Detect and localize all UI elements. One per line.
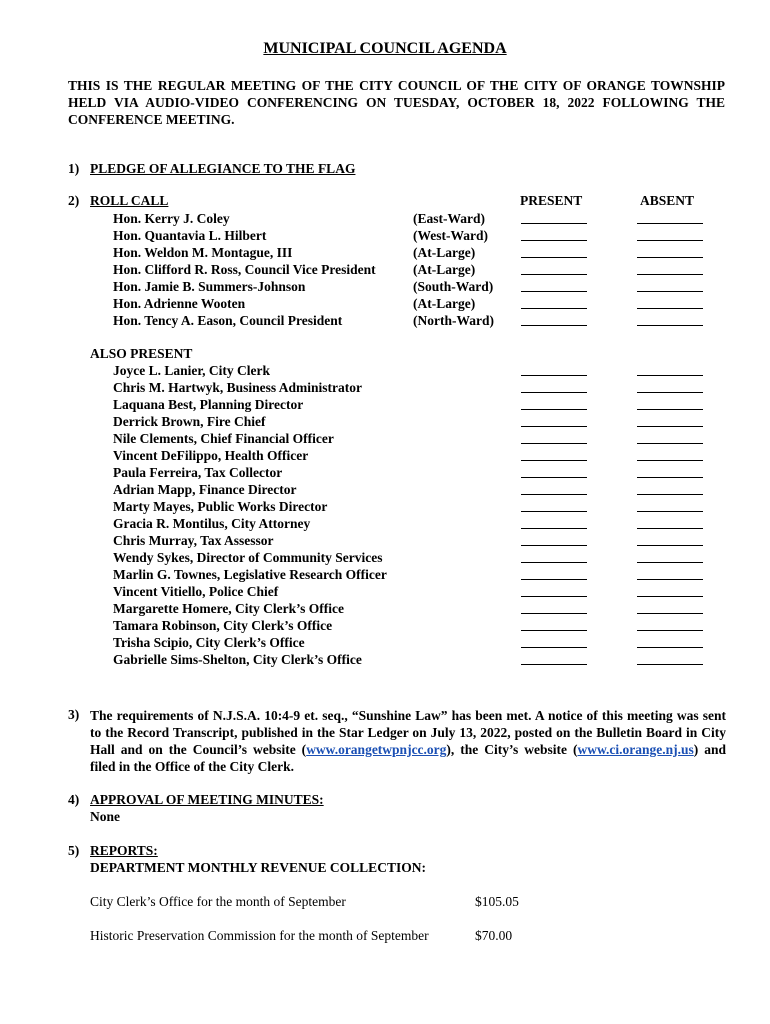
roll-call-row [0, 279, 770, 296]
member-name: Hon. Quantavia L. Hilbert [113, 228, 267, 243]
page-title: MUNICIPAL COUNCIL AGENDA [263, 40, 507, 57]
roll-call-row [0, 313, 770, 330]
member-ward: (West-Ward) [413, 228, 488, 243]
present-blank [521, 380, 587, 393]
official-name: Vincent DeFilippo, Health Officer [113, 448, 309, 463]
roll-call-row [0, 262, 770, 279]
section-3-text-a: The requirements of N.J.S.A. 10:4-9 et. seq., “Sunshine Law” has been met. A notice of this meeting was sent to the Record Transcript, published in the Star Ledger on July 13, 2022, posted on the Bulletin Board in City Hall and on the Council’s website ( [90, 708, 726, 757]
absent-blank [637, 313, 703, 326]
member-name: Hon. Adrienne Wooten [113, 296, 246, 311]
absent-blank [637, 584, 703, 597]
also-present-row [0, 601, 770, 618]
absent-blank [637, 262, 703, 275]
official-name: Derrick Brown, Fire Chief [113, 414, 266, 429]
official-name: Gracia R. Montilus, City Attorney [113, 516, 311, 531]
absent-blank [637, 431, 703, 444]
official-name: Chris M. Hartwyk, Business Administrator [113, 380, 363, 395]
absent-blank [637, 533, 703, 546]
official-name: Marty Mayes, Public Works Director [113, 499, 328, 514]
revenue-item-label: City Clerk’s Office for the month of September [90, 894, 346, 909]
section-2-heading: ROLL CALL [90, 193, 169, 208]
section-3-text-c: ) and filed in the Office of the City Clerk. [90, 742, 726, 774]
present-blank [521, 228, 587, 241]
absent-blank [637, 397, 703, 410]
member-name: Hon. Clifford R. Ross, Council Vice President [113, 262, 376, 277]
official-name: Margarette Homere, City Clerk’s Office [113, 601, 345, 616]
also-present-row [0, 448, 770, 465]
revenue-item-amount: $70.00 [475, 928, 513, 943]
section-5-number: 5) [68, 843, 80, 858]
also-present-row [0, 380, 770, 397]
present-blank [521, 533, 587, 546]
member-ward: (South-Ward) [413, 279, 494, 294]
member-ward: (At-Large) [413, 296, 476, 311]
section-5-heading: REPORTS: [90, 843, 158, 858]
present-blank [521, 499, 587, 512]
also-present-row [0, 652, 770, 669]
member-ward: (North-Ward) [413, 313, 494, 328]
roll-call-row [0, 228, 770, 245]
present-blank [521, 584, 587, 597]
present-blank [521, 296, 587, 309]
present-blank [521, 635, 587, 648]
absent-blank [637, 279, 703, 292]
present-blank [521, 567, 587, 580]
present-blank [521, 397, 587, 410]
also-present-row [0, 397, 770, 414]
revenue-item-label: Historic Preservation Commission for the month of September [90, 928, 429, 943]
also-present-row [0, 618, 770, 635]
present-blank [521, 465, 587, 478]
also-present-row [0, 363, 770, 380]
absent-blank [637, 601, 703, 614]
section-1-number: 1) [68, 161, 80, 176]
present-blank [521, 313, 587, 326]
also-present-row [0, 584, 770, 601]
absent-blank [637, 482, 703, 495]
present-blank [521, 414, 587, 427]
official-name: Joyce L. Lanier, City Clerk [113, 363, 270, 378]
also-present-row [0, 414, 770, 431]
present-blank [521, 245, 587, 258]
official-name: Tamara Robinson, City Clerk’s Office [113, 618, 333, 633]
official-name: Nile Clements, Chief Financial Officer [113, 431, 334, 446]
also-present-row [0, 482, 770, 499]
member-ward: (At-Large) [413, 262, 476, 277]
also-present-row [0, 567, 770, 584]
official-name: Vincent Vitiello, Police Chief [113, 584, 279, 599]
absent-blank [637, 652, 703, 665]
present-blank [521, 550, 587, 563]
present-blank [521, 363, 587, 376]
also-present-row [0, 499, 770, 516]
absent-blank [637, 448, 703, 461]
official-name: Paula Ferreira, Tax Collector [113, 465, 283, 480]
present-blank [521, 482, 587, 495]
section-4-number: 4) [68, 792, 80, 807]
council-website-link[interactable]: www.orangetwpnjcc.org [306, 742, 447, 757]
present-blank [521, 448, 587, 461]
section-2-number: 2) [68, 193, 80, 208]
absent-blank [637, 245, 703, 258]
present-blank [521, 262, 587, 275]
section-3-text-b: ), the City’s website ( [446, 742, 578, 757]
absent-blank [637, 465, 703, 478]
absent-blank [637, 550, 703, 563]
absent-blank [637, 567, 703, 580]
present-blank [521, 618, 587, 631]
absent-blank [637, 296, 703, 309]
official-name: Laquana Best, Planning Director [113, 397, 304, 412]
member-ward: (At-Large) [413, 245, 476, 260]
absent-blank [637, 516, 703, 529]
official-name: Trisha Scipio, City Clerk’s Office [113, 635, 305, 650]
present-blank [521, 601, 587, 614]
official-name: Adrian Mapp, Finance Director [113, 482, 297, 497]
absent-blank [637, 211, 703, 224]
also-present-row [0, 533, 770, 550]
absent-blank [637, 499, 703, 512]
also-present-row [0, 431, 770, 448]
official-name: Chris Murray, Tax Assessor [113, 533, 274, 548]
member-name: Hon. Jamie B. Summers-Johnson [113, 279, 306, 294]
absent-blank [637, 414, 703, 427]
absent-blank [637, 363, 703, 376]
member-name: Hon. Weldon M. Montague, III [113, 245, 293, 260]
sunshine-law-paragraph [90, 707, 726, 775]
present-blank [521, 652, 587, 665]
intro-paragraph: THIS IS THE REGULAR MEETING OF THE CITY COUNCIL OF THE CITY OF ORANGE TOWNSHIP HELD VIA AUDIO-VIDEO CONFERENCING ON TUESDAY, OCTOBER 18, 2022 FOLLOWING THE CONFERENCE MEETING. [68, 78, 725, 127]
section-3-number: 3) [68, 707, 80, 722]
present-blank [521, 211, 587, 224]
also-present-heading: ALSO PRESENT [90, 346, 193, 361]
section-4-heading: APPROVAL OF MEETING MINUTES: [90, 792, 324, 807]
also-present-row [0, 516, 770, 533]
also-present-row [0, 635, 770, 652]
member-ward: (East-Ward) [413, 211, 485, 226]
roll-call-row [0, 296, 770, 313]
official-name: Marlin G. Townes, Legislative Research Officer [113, 567, 387, 582]
absent-column-header: ABSENT [640, 193, 695, 208]
official-name: Wendy Sykes, Director of Community Services [113, 550, 383, 565]
section-1-heading: PLEDGE OF ALLEGIANCE TO THE FLAG [90, 161, 356, 176]
section-5-subheading: DEPARTMENT MONTHLY REVENUE COLLECTION: [90, 860, 426, 875]
present-blank [521, 516, 587, 529]
revenue-item-amount: $105.05 [475, 894, 519, 909]
section-4-body: None [90, 809, 120, 824]
absent-blank [637, 635, 703, 648]
also-present-row [0, 550, 770, 567]
absent-blank [637, 228, 703, 241]
roll-call-row [0, 211, 770, 228]
roll-call-row [0, 245, 770, 262]
official-name: Gabrielle Sims-Shelton, City Clerk’s Office [113, 652, 362, 667]
absent-blank [637, 618, 703, 631]
absent-blank [637, 380, 703, 393]
city-website-link[interactable]: www.ci.orange.nj.us [577, 742, 694, 757]
present-blank [521, 279, 587, 292]
also-present-row [0, 465, 770, 482]
member-name: Hon. Kerry J. Coley [113, 211, 230, 226]
member-name: Hon. Tency A. Eason, Council President [113, 313, 343, 328]
present-blank [521, 431, 587, 444]
present-column-header: PRESENT [520, 193, 583, 208]
